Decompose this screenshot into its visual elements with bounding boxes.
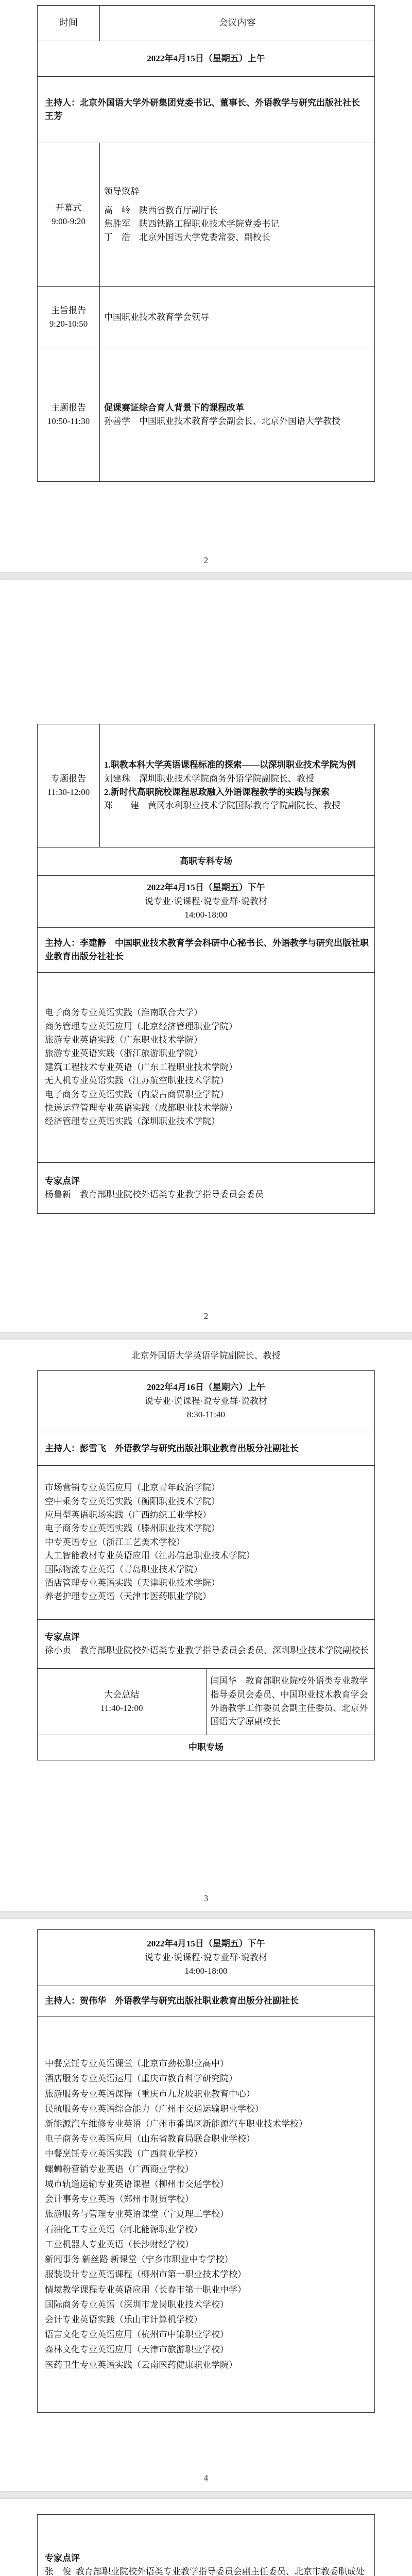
expert-cell [38,2515,375,2576]
closing-time: 大会总结 11:40-12:00 [38,1669,207,1735]
host-label: 主持人： [45,1443,80,1453]
page-4 [0,1919,412,2491]
host-row [38,1432,375,1466]
schedule-table-2 [37,724,375,1214]
host-text: 彭雪飞 外语教学与研究出版社职业教育出版分社副社长 [80,1443,299,1453]
date-line: 2022年4月15日（星期五）下午 [147,1939,265,1949]
host-row [38,1986,375,2016]
items-cell [38,1466,375,1620]
expert-title: 专家点评 [45,2553,80,2563]
leaders-cell [100,143,375,287]
list-item: 酒店管理专业英语实践（天津职业技术学院） [45,1578,220,1588]
list-item: 螺蛳粉营销专业英语（广西商业学校） [45,2164,194,2174]
list-item: 医药卫生专业英语实践（云南医药健康职业学院） [45,2360,237,2370]
special-report-cell [100,724,375,848]
report2-title: 促课赛证综合育人背景下的课程改革 [104,402,244,413]
schedule-table-4 [37,1929,375,2413]
special-report-time: 专题报告 11:30-12:00 [38,724,100,848]
list-item: 无人机专业英语实践（江苏航空职业技术学院） [45,1076,229,1086]
host-text: 李建静 中国职业技术教育学会科研中心秘书长、外语教学与研究出版社职业教育出版分社社长 [45,938,369,961]
session-info [38,876,375,928]
session-subtitle: 说专业·说课程·说专业群·说教材 [145,896,267,906]
expert-name: 张 俊 [45,2567,71,2576]
list-item: 空中乘务专业英语实践（衡阳职业技术学院） [45,1496,220,1506]
section-title: 高职专科专场 [38,848,375,876]
expert-text: 徐小贞 教育部职业院校外语类专业教学指导委员会委员、深圳职业技术学院副校长 [45,1646,369,1655]
page-2 [0,580,412,1332]
page-number: 2 [203,555,209,565]
session-info [38,1371,375,1432]
list-item: 国际商务专业英语（深圳市龙岗职业技术学校） [45,2299,229,2310]
expert-title: 专家点评 [45,1176,80,1186]
list-item: 城市轨道运输专业英语课程（柳州市交通学校） [45,2179,229,2189]
list-item: 情境教学课程专业英语应用（长春市第十职业中学） [45,2284,246,2295]
page-number: 2 [203,1311,209,1321]
header-time: 时间 [38,6,100,41]
list-item: 旅游专业英语实践（浙江旅游职业学院） [45,1048,202,1059]
list-item: 工业机器人专业英语（长沙财经学校） [45,2239,194,2249]
list-item: 新闻事务 新丝路 新课堂（宁乡市职业中专学校） [45,2255,233,2265]
list-item: 国际物流专业英语（青岛职业技术学院） [45,1564,202,1574]
expert-cell [38,1163,375,1214]
report-text: 中国职业技术教育学会领导 [100,287,375,348]
list-item: 应用型英语职场实践（广西纺织工业学校） [45,1510,211,1520]
host-label: 主持人： [45,1995,80,2006]
list-item: 语言文化专业英语应用（杭州市中策职业学校） [45,2330,229,2340]
list-item: 经济管理专业英语实践（深圳职业技术学院） [45,1116,220,1127]
items-cell [38,2016,375,2413]
session-subtitle: 说专业·说课程·说专业群·说教材 [145,1396,267,1406]
leaders-title: 领导致辞 [104,187,139,197]
session-time: 14:00-18:00 [184,910,228,920]
list-item: 快递运营管理专业英语实践（成都职业技术学院） [45,1103,237,1113]
talk-2-speaker: 郑 建 黄冈水利职业技术学院国际教育学院副院长、教授 [104,801,340,811]
list-item: 中专英语专业（浙江工艺美术学校） [45,1537,185,1547]
list-item: 中餐烹饪专业英语课堂（北京市劲松职业高中） [45,2059,229,2069]
list-item: 酒店服务专业英语运用（重庆市教育科学研究院） [45,2074,237,2084]
list-item: 旅游服务与管理专业英语课堂（宁夏理工学校） [45,2209,229,2219]
expert-cell [38,1620,375,1669]
list-item: 民航服务专业英语综合能力（广州市交通运输职业学校） [45,2104,264,2114]
top-text: 北京外国语大学英语学院副院长、教授 [131,1351,281,1361]
list-item: 市场营销专业英语应用（北京青年政治学院） [45,1483,220,1493]
list-item: 电子商务专业英语实践（滕州职业技术学院） [45,1523,220,1534]
list-item: 服装设计专业英语课程（柳州市第一职业技术学校） [45,2269,246,2280]
host-text: 北京外国语大学外研集团党委书记、董事长、外语教学与研究出版社社长 王芳 [45,97,360,121]
list-item: 会计事务专业英语（郑州市财贸学校） [45,2194,194,2205]
expert-text: 杨鲁新 教育部职业院校外语类专业教学指导委员会委员 [45,1190,264,1199]
list-item: 新能源汽车维修专业英语（广州市番禺区新能源汽车职业技术学校） [45,2119,307,2129]
leader-item: 焦胜军 陕西铁路工程职业技术学院党委书记 [104,219,279,229]
leader-item: 丁 浩 北京外国语大学党委常委、副校长 [104,232,270,243]
list-item: 中餐烹饪专业英语实践（广西商业学校） [45,2149,202,2159]
session-time: 14:00-18:00 [184,1966,228,1976]
expert-item [45,2565,370,2576]
session-subtitle: 说专业·说课程·说专业群·说教材 [145,1952,267,1962]
list-item: 养老护理专业英语（天津市医药职业学院） [45,1591,211,1602]
date-line: 2022年4月15日（星期五）上午 [38,41,375,77]
session-info [38,1930,375,1986]
list-item: 电子商务专业英语实践（淮南联合大学） [45,1008,202,1018]
page-3 [0,1340,412,1911]
items-cell [38,973,375,1163]
page-5 [0,2499,412,2576]
session-time: 8:30-11:40 [187,1410,225,1420]
list-item: 人工智能教材专业英语应用（江苏信息职业技术学院） [45,1551,255,1561]
page-number: 3 [203,1893,209,1903]
list-item: 旅游专业英语实践（广东职业技术学院） [45,1035,202,1045]
list-item: 石油化工专业英语（河北能源职业学校） [45,2224,202,2234]
page-number: 4 [203,2473,209,2483]
report2-time: 主题报告 10:50-11:30 [38,348,100,482]
schedule-table-1 [37,5,375,482]
talk-1-speaker: 刘建珠 深圳职业技术学院商务外语学院副院长、教授 [104,773,314,784]
expert-role: 教育部职业院校外语类专业教学指导委员会副主任委员、北京市教委职成处 [76,2567,365,2576]
header-content: 会议内容 [100,6,375,41]
host-text: 贺伟华 外语教学与研究出版社职业教育出版分社副社长 [80,1995,299,2006]
opening-time: 开幕式 9:00-9:20 [38,143,100,287]
list-item: 电子商务专业英语应用（山东省教育局联合职业学校） [45,2134,255,2144]
schedule-table-5 [37,2514,375,2576]
date-line: 2022年4月15日（星期五）下午 [147,883,265,893]
page-1 [0,0,412,572]
host-row [38,77,375,143]
list-item: 电子商务专业英语实践（内蒙古商贸职业学院） [45,1089,229,1099]
host-row [38,928,375,973]
leader-item: 高 岭 陕西省教育厅副厅长 [104,205,218,215]
date-line: 2022年4月16日（星期六）上午 [147,1382,265,1393]
list-item: 旅游服务专业英语课程（重庆市九龙坡职业教育中心） [45,2089,255,2099]
host-label: 主持人： [45,97,80,108]
list-item: 森林文化专业英语应用（天津市旅游职业学校） [45,2345,229,2355]
report2-text: 孙善学 中国职业技术教育学会副会长、北京外国语大学教授 [104,416,340,426]
list-item: 会计专业英语实践（乐山市计算机学校） [45,2315,202,2325]
report-time: 主旨报告 9:20-10:50 [38,287,100,348]
closing-text: 闫国华 教育部职业院校外语类专业教学指导委员会委员、中国职业技术教育学会外语教学工作委员会副主任委员、北京外国语大学原副校长 [206,1669,375,1735]
host-label: 主持人： [45,938,80,948]
talk-2-title: 2.新时代高职院校课程思政融入外语课程教学的实践与探索 [104,787,330,797]
talk-1-title: 1.职教本科大学英语课程标准的探索——以深圳职业技术学院为例 [104,760,356,770]
report2-cell [100,348,375,482]
list-item: 建筑工程技术专业英语（广东工程职业技术学院） [45,1062,237,1072]
expert-title: 专家点评 [45,1632,80,1642]
section-title: 中职专场 [38,1735,375,1760]
list-item: 商务管理专业英语应用（北京经济管理职业学院） [45,1021,237,1031]
schedule-table-3 [37,1370,375,1760]
